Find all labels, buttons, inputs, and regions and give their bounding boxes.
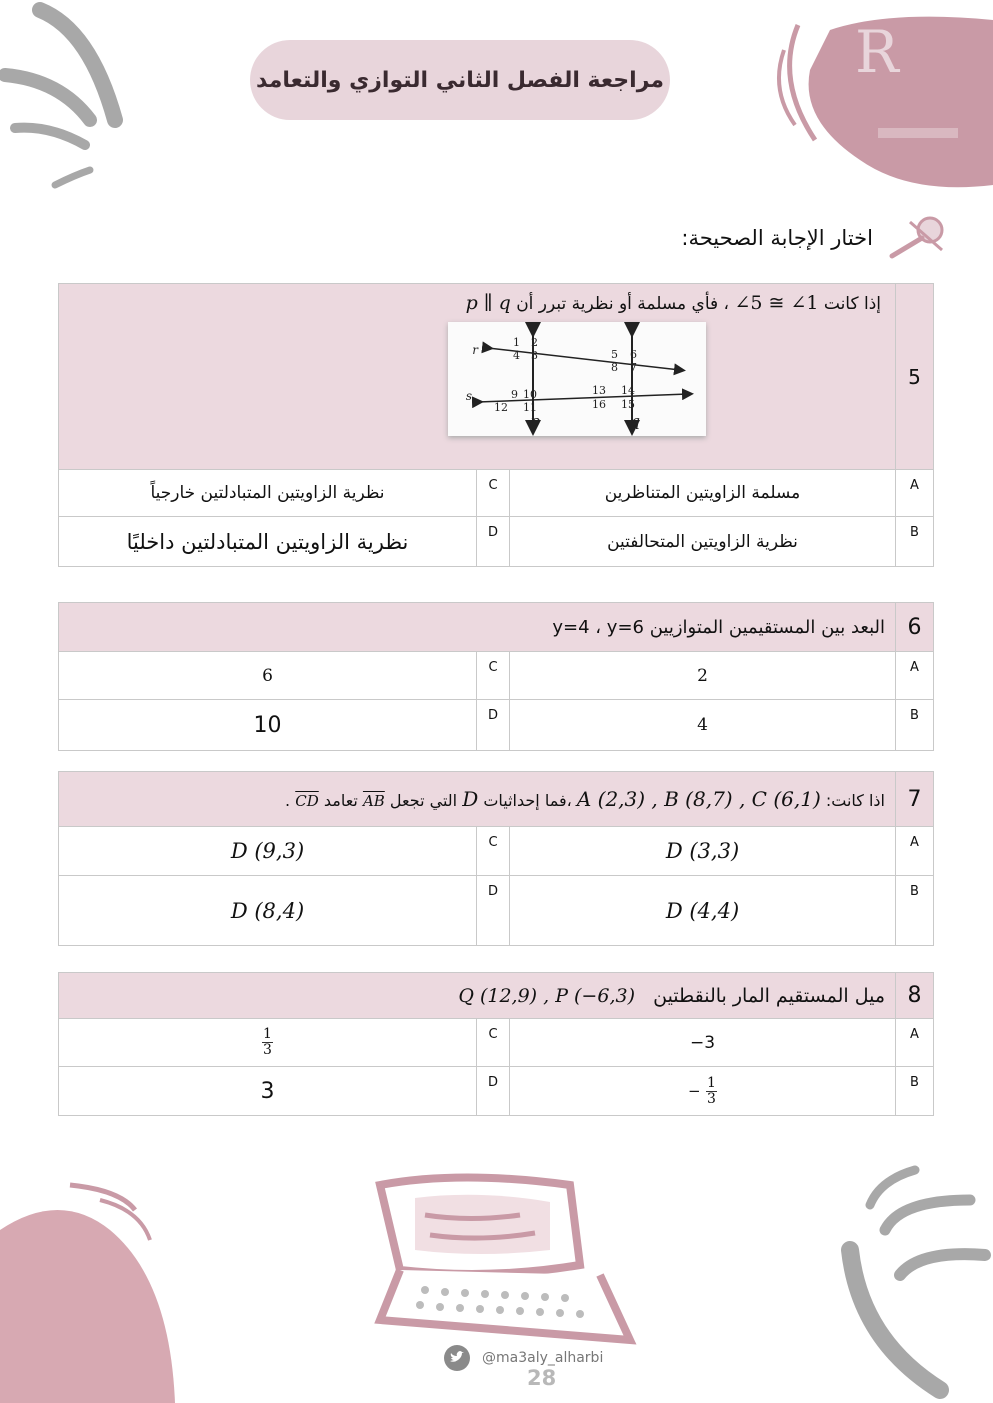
- question-text: [59, 973, 896, 1019]
- option-d[interactable]: 3: [59, 1067, 477, 1116]
- question-number: 5: [896, 284, 934, 470]
- angle-label: 3: [531, 349, 538, 362]
- option-letter: C: [477, 827, 510, 876]
- logo-letter: R: [855, 18, 899, 86]
- option-letter: A: [896, 1019, 934, 1067]
- angle-label: 7: [630, 361, 637, 374]
- question-text-prefix: اذا كانت:: [825, 791, 885, 810]
- question-number: 6: [896, 603, 934, 652]
- page-number: 28: [527, 1366, 557, 1390]
- question-6-table: [58, 602, 934, 751]
- option-letter: B: [896, 1067, 934, 1116]
- twitter-icon: [443, 1344, 471, 1372]
- fraction-denominator: 3: [707, 1090, 716, 1107]
- segment-cd: $\overline{CD}$: [295, 792, 319, 810]
- question-expr: ∠5 ≅ ∠1: [734, 292, 819, 314]
- option-b[interactable]: [510, 1067, 896, 1116]
- option-b[interactable]: D (4,4): [510, 876, 896, 946]
- option-letter: C: [477, 1019, 510, 1067]
- footer-handle[interactable]: @ma3aly_alharbi: [482, 1350, 604, 1366]
- fraction-numerator: 1: [707, 1074, 716, 1091]
- page-title: مراجعة الفصل الثاني التوازي والتعامد: [250, 40, 670, 120]
- question-text-perp: تعامد: [323, 791, 358, 810]
- decorative-strokes-top-left: [0, 0, 140, 200]
- question-text-body: ميل المستقيم المار بالنقطتين: [653, 984, 885, 1007]
- question-text: [59, 772, 896, 827]
- segment-ab: $\overline{AB}$: [362, 792, 385, 810]
- decorative-strokes-bottom-right: [820, 1160, 993, 1403]
- angle-label: 9: [511, 388, 518, 401]
- angle-label: 15: [621, 398, 635, 411]
- option-letter: C: [477, 470, 510, 517]
- angle-label: 12: [494, 401, 508, 414]
- question-dot: .: [285, 791, 291, 810]
- question-8-table: [58, 972, 934, 1116]
- option-a[interactable]: 2: [510, 652, 896, 700]
- angle-label: 6: [630, 348, 637, 361]
- question-text: [59, 284, 896, 470]
- question-text-middle: ،فما إحداثيات: [483, 791, 572, 810]
- option-a[interactable]: D (3,3): [510, 827, 896, 876]
- line-label-q: q: [630, 412, 640, 430]
- instructions: اختار الإجابة الصحيحة:: [681, 226, 873, 250]
- option-a[interactable]: مسلمة الزاويتين المتناظرين: [510, 470, 896, 517]
- line-label-p: p: [530, 412, 540, 430]
- angle-label: 2: [531, 336, 538, 349]
- option-d[interactable]: D (8,4): [59, 876, 477, 946]
- question-text-end: التي تجعل: [389, 791, 458, 810]
- option-letter: A: [896, 470, 934, 517]
- question-text-prefix: إذا كانت: [823, 294, 881, 314]
- option-letter: C: [477, 652, 510, 700]
- fraction: [706, 1076, 717, 1106]
- line-label-s: s: [465, 389, 472, 403]
- option-letter: D: [477, 517, 510, 567]
- option-c[interactable]: [59, 1019, 477, 1067]
- option-b[interactable]: 4: [510, 700, 896, 751]
- option-letter: B: [896, 517, 934, 567]
- angle-label: 16: [592, 398, 606, 411]
- question-5-table: [58, 283, 934, 567]
- fraction-numerator: 1: [263, 1026, 272, 1043]
- option-letter: A: [896, 652, 934, 700]
- minus-sign: −: [688, 1082, 701, 1100]
- decorative-blob-bottom-left: [0, 1170, 190, 1403]
- question-points: Q (12,9) , P (−6,3): [458, 984, 635, 1007]
- question-text: البعد بين المستقيمين المتوازيين y=4 ، y=6: [59, 603, 896, 652]
- question-expr2: p ∥ q: [465, 292, 511, 314]
- angle-label: 1: [513, 336, 520, 349]
- fraction: [262, 1027, 273, 1057]
- option-c[interactable]: 6: [59, 652, 477, 700]
- question-number: 7: [896, 772, 934, 827]
- option-letter: D: [477, 700, 510, 751]
- question-point-d: D: [462, 787, 479, 811]
- option-letter: A: [896, 827, 934, 876]
- option-c[interactable]: D (9,3): [59, 827, 477, 876]
- option-letter: D: [477, 1067, 510, 1116]
- option-letter: B: [896, 876, 934, 946]
- option-a[interactable]: −3: [510, 1019, 896, 1067]
- question-7-table: [58, 771, 934, 946]
- transversal-figure: [448, 322, 706, 436]
- option-letter: B: [896, 700, 934, 751]
- option-letter: D: [477, 876, 510, 946]
- computer-illustration: [370, 1170, 650, 1350]
- angle-label: 14: [621, 384, 635, 397]
- angle-label: 11: [523, 401, 537, 414]
- option-d[interactable]: 10: [59, 700, 477, 751]
- angle-label: 13: [592, 384, 606, 397]
- fraction-denominator: 3: [263, 1042, 272, 1058]
- option-d[interactable]: نظرية الزاويتين المتبادلتين داخليًا: [59, 517, 477, 567]
- line-label-r: r: [472, 343, 478, 357]
- angle-label: 5: [611, 348, 618, 361]
- question-number: 8: [896, 973, 934, 1019]
- angle-label: 10: [523, 388, 537, 401]
- pin-icon: [880, 212, 950, 262]
- question-points: A (2,3) , B (8,7) , C (6,1): [576, 787, 821, 811]
- option-c[interactable]: نظرية الزاويتين المتبادلتين خارجياً: [59, 470, 477, 517]
- angle-label: 4: [513, 349, 520, 362]
- option-b[interactable]: نظرية الزاويتين المتحالفتين: [510, 517, 896, 567]
- angle-label: 8: [611, 361, 618, 374]
- question-text-middle: ، فأي مسلمة أو نظرية تبرر أن: [516, 294, 730, 314]
